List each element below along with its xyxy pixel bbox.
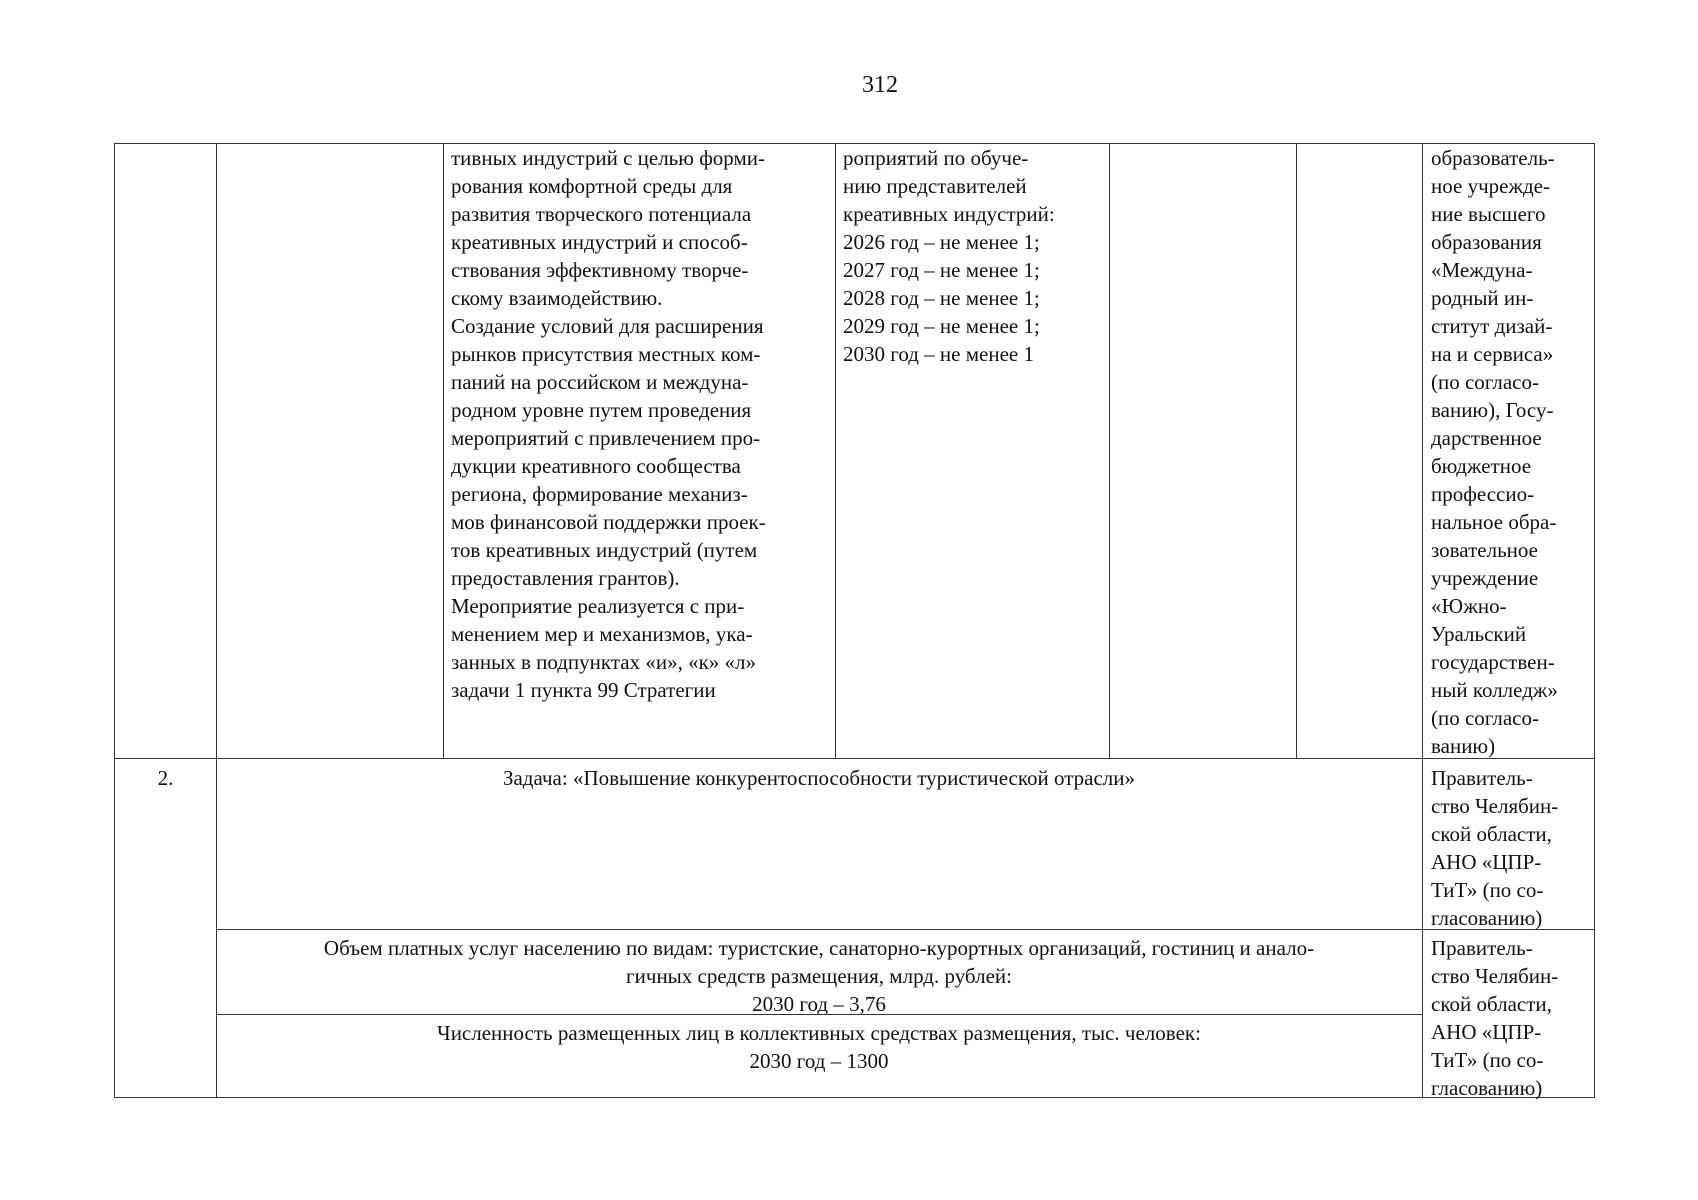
column-divider bbox=[1109, 144, 1110, 758]
indicator-responsible-cell: Правитель- ство Челябин- ской области, АНО «ЦПР- ТиТ» (по со- гласованию) bbox=[1431, 936, 1559, 1100]
column-divider bbox=[1296, 144, 1297, 758]
row-divider bbox=[216, 929, 1594, 930]
column-divider bbox=[216, 144, 217, 1097]
indicator-cell-paid-services: Объем платных услуг населению по видам: туристские, санаторно-курортных организаций, гостиниц и анало- гичных средств размещения, млрд. рублей: 2030 год – 3,76 bbox=[323, 936, 1315, 1016]
activity-description-cell: тивных индустрий с целью форми- рования комфортной среды для развития творческого потенциала креативных индустрий и способ- ствования эффективному творче- скому взаимодействию. Создание условий для расширения рынков присутствия местных ком- паний на российском и междуна- родном уровне путем проведения мероприятий с привлечением про- дукции креативного сообщества региона, формирование механиз- мов финансовой поддержки проек- тов креативных индустрий (путем предоставления грантов). Мероприятие реализуется с при- менением мер и механизмов, ука- занных в подпунктах «и», «к» «л» задачи 1 пункта 99 Стратегии bbox=[451, 146, 766, 702]
task-responsible-cell: Правитель- ство Челябин- ской области, АНО «ЦПР- ТиТ» (по со- гласованию) bbox=[1431, 766, 1559, 930]
column-divider bbox=[443, 144, 444, 758]
row-divider bbox=[115, 758, 1594, 759]
task-title-cell: Задача: «Повышение конкурентоспособности туристической отрасли» bbox=[502, 766, 1136, 790]
activity-indicator-cell: роприятий по обуче- нию представителей креативных индустрий: 2026 год – не менее 1; 2027 год – не менее 1; 2028 год – не менее 1; 2029 год – не менее 1; 2030 год – не менее 1 bbox=[843, 146, 1055, 366]
page-number: 312 bbox=[862, 72, 898, 98]
main-table bbox=[114, 143, 1595, 1098]
activity-responsible-cell: образователь- ное учрежде- ние высшего образования «Междуна- родный ин- ститут дизай- на и сервиса» (по согласо- ванию), Госу- дарственное бюджетное профессио- нальное обра- зовательное учреждение «Южно- Уральский государствен- ный колледж» (по согласо- ванию) bbox=[1431, 146, 1558, 758]
column-divider bbox=[835, 144, 836, 758]
indicator-cell-accommodation: Численность размещенных лиц в коллективных средствах размещения, тыс. человек: 2030 год – 1300 bbox=[437, 1021, 1201, 1073]
task-number-cell: 2. bbox=[157, 766, 174, 790]
column-divider bbox=[1422, 144, 1423, 1097]
